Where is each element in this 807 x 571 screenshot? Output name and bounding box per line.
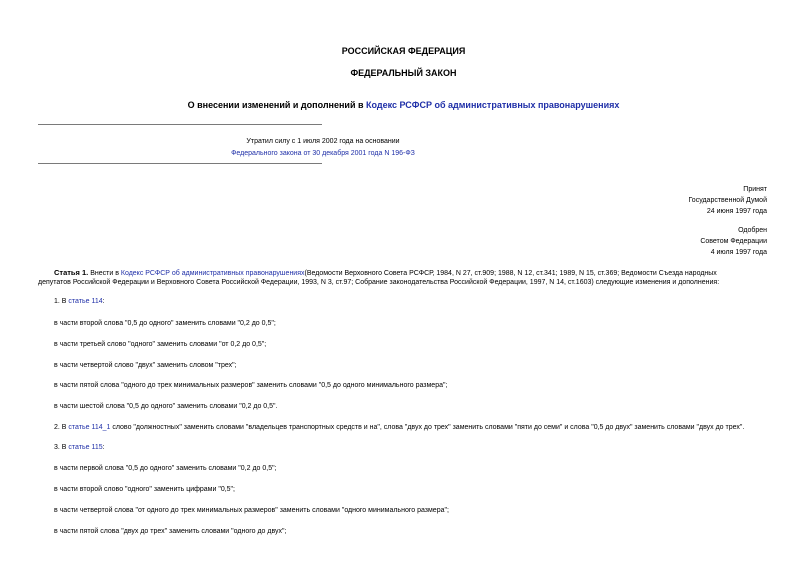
item3-prefix: 3. В (54, 444, 67, 451)
divider-bottom (38, 163, 322, 164)
item1-line: в части третьей слово "одного" заменить словами "от 0,2 до 0,5"; (54, 341, 267, 348)
document-title (0, 100, 807, 110)
item1-line: в части шестой слова "0,5 до одного" заменить словами "0,2 до 0,5". (54, 403, 278, 410)
article1-intro-prefix: Внести в (90, 270, 119, 277)
item1-line: в части второй слова "0,5 до одного" заменить словами "0,2 до 0,5"; (54, 320, 276, 327)
item2-rest: слово "должностных" заменить словами "владельцев транспортных средств и на", слова "двух до трех" заменить словами "пяти до семи" и слова "0,5 до двух" заменить словами "двух до трех". (110, 424, 745, 431)
country-heading: РОССИЙСКАЯ ФЕДЕРАЦИЯ (341, 46, 466, 56)
item1-prefix: 1. В (54, 298, 67, 305)
item3-heading (54, 444, 105, 451)
title-prefix: О внесении изменений и дополнений в (187, 100, 364, 110)
approved-body: Советом Федерации (700, 238, 767, 245)
article1-intro (54, 268, 717, 277)
item1-line: в части пятой слова "одного до трех минимальных размеров" заменить словами "0,5 до одного минимального размера"; (54, 382, 448, 389)
approved-date: 4 июля 1997 года (710, 249, 767, 256)
law-type-heading: ФЕДЕРАЛЬНЫЙ ЗАКОН (350, 68, 457, 78)
accepted-date: 24 июня 1997 года (706, 208, 767, 215)
article-114-link[interactable]: статье 114 (68, 298, 103, 305)
article-115-link[interactable]: статье 115 (68, 444, 103, 451)
item3-suffix: : (102, 444, 105, 451)
article1-intro-rest: (Ведомости Верховного Совета РСФСР, 1984, N 27, ст.909; 1988, N 12, ст.341; 1989, N 15, ст.369; Ведомости Съезда народных (304, 270, 717, 277)
article1-label: Статья 1. (54, 268, 89, 277)
title-code-link[interactable]: Кодекс РСФСР об административных правонарушениях (366, 100, 620, 110)
item2-paragraph (54, 424, 744, 431)
item2-prefix: 2. В (54, 424, 67, 431)
article1-intro-line2: депутатов Российской Федерации и Верховного Совета Российской Федерации, 1993, N 3, ст.97; Собрание законодательства Российской Федерации, 1997, N 14, ст.1603) следующие изменения и дополнения: (38, 279, 720, 286)
accepted-body: Государственной Думой (688, 197, 767, 204)
item3-line: в части четвертой слова "от одного до трех минимальных размеров" заменить словами "одного минимального размера"; (54, 507, 449, 514)
article1-code-link[interactable]: Кодекс РСФСР об административных правонарушениях (120, 270, 305, 277)
item1-heading (54, 298, 105, 305)
item1-line: в части четвертой слово "двух" заменить словом "трех"; (54, 362, 237, 369)
item3-line: в части пятой слова "двух до трех" заменить словами "одного до двух"; (54, 528, 287, 535)
accepted-label: Принят (743, 186, 767, 193)
item3-line: в части второй слово "одного" заменить цифрами "0,5"; (54, 486, 235, 493)
repeal-law-link[interactable]: Федерального закона от 30 декабря 2001 года N 196-ФЗ (231, 150, 415, 157)
divider-top (38, 124, 322, 125)
approved-label: Одобрен (738, 227, 767, 234)
item1-suffix: : (102, 298, 105, 305)
item3-line: в части первой слова "0,5 до одного" заменить словами "0,2 до 0,5"; (54, 465, 277, 472)
article-114-1-link[interactable]: статье 114_1 (68, 424, 111, 431)
repeal-note-line1: Утратил силу с 1 июля 2002 года на основании (246, 138, 400, 145)
